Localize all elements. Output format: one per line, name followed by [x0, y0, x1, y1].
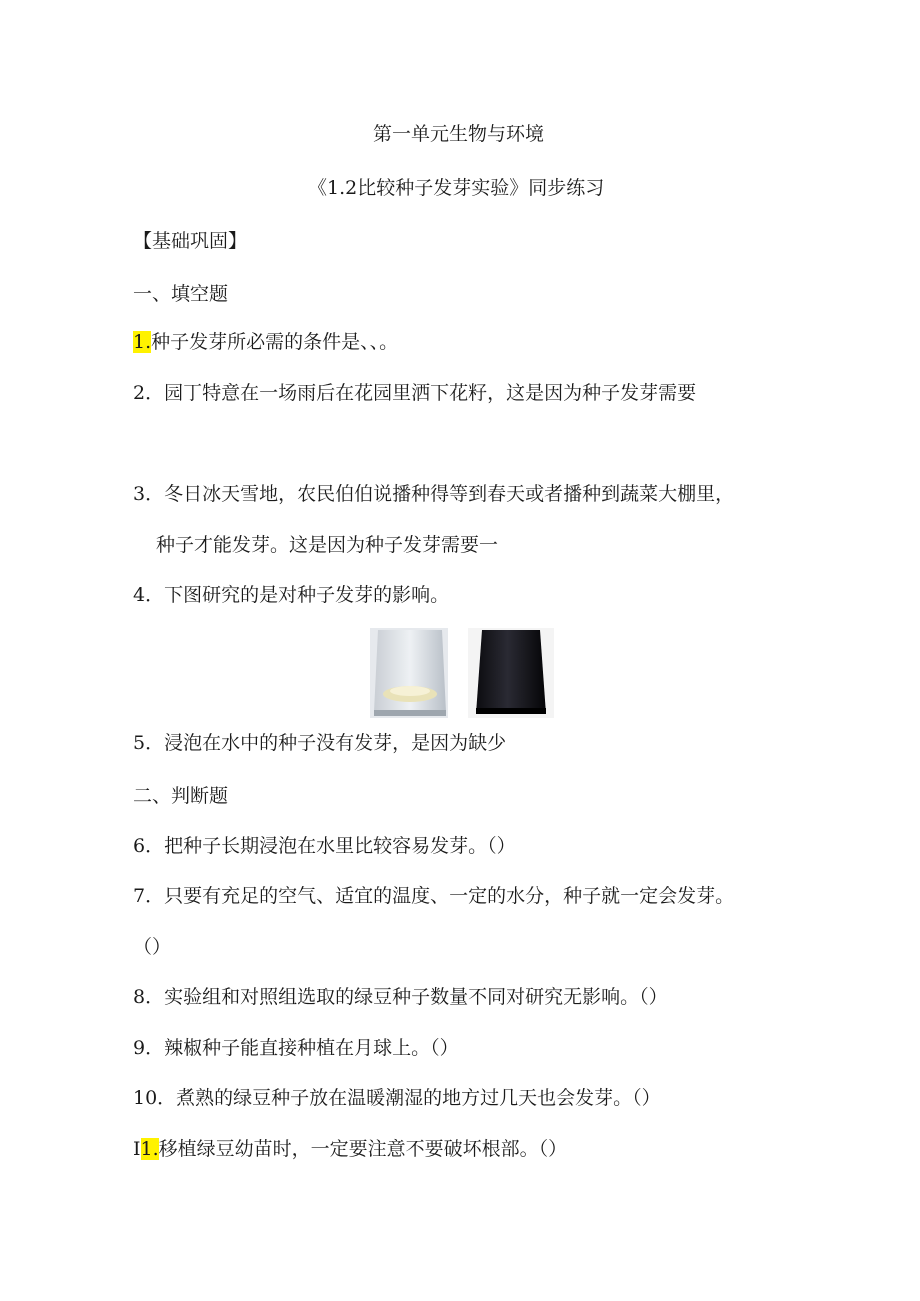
question-10: 10．煮熟的绿豆种子放在温暖潮湿的地方过几天也会发芽。（） — [133, 1087, 661, 1109]
question-3-line-2: 种子才能发芽。这是因为种子发芽需要一 — [156, 534, 499, 556]
question-4: 4．下图研究的是对种子发芽的影响。 — [133, 584, 450, 606]
question-8: 8．实验组和对照组选取的绿豆种子数量不同对研究无影响。（） — [133, 986, 668, 1008]
question-7-line-1: 7．只要有充足的空气、适宜的温度、一定的水分，种子就一定会发芽。 — [133, 885, 735, 907]
question-11 — [133, 1137, 567, 1161]
question-7-line-2: （） — [133, 936, 172, 958]
page-subtitle: 《1.2比较种子发芽实验》同步练习 — [308, 177, 605, 199]
question-2: 2．园丁特意在一场雨后在花园里洒下花籽，这是因为种子发芽需要 — [133, 382, 697, 404]
seed-experiment-photo — [370, 628, 554, 718]
question-9: 9．辣椒种子能直接种植在月球上。（） — [133, 1037, 459, 1059]
question-1 — [133, 330, 398, 354]
question-text: 移植绿豆幼苗时，一定要注意不要破坏根部。（） — [158, 1138, 568, 1160]
question-6: 6．把种子长期浸泡在水里比较容易发芽。（） — [133, 835, 516, 857]
question-number-highlight: 1. — [140, 1138, 159, 1160]
question-number-highlight: 1. — [133, 331, 152, 353]
question-number-prefix: I — [133, 1138, 141, 1160]
part1-heading: 一、填空题 — [133, 283, 229, 305]
part2-heading: 二、判断题 — [133, 785, 229, 807]
question-text: 种子发芽所必需的条件是、、。 — [151, 331, 399, 353]
question-3-line-1: 3．冬日冰天雪地，农民伯伯说播种得等到春天或者播种到蔬菜大棚里， — [133, 483, 735, 505]
section-basic-heading: 【基础巩固】 — [133, 230, 248, 252]
page-title: 第一单元生物与环境 — [373, 123, 545, 145]
question-5: 5．浸泡在水中的种子没有发芽，是因为缺少 — [133, 732, 507, 754]
